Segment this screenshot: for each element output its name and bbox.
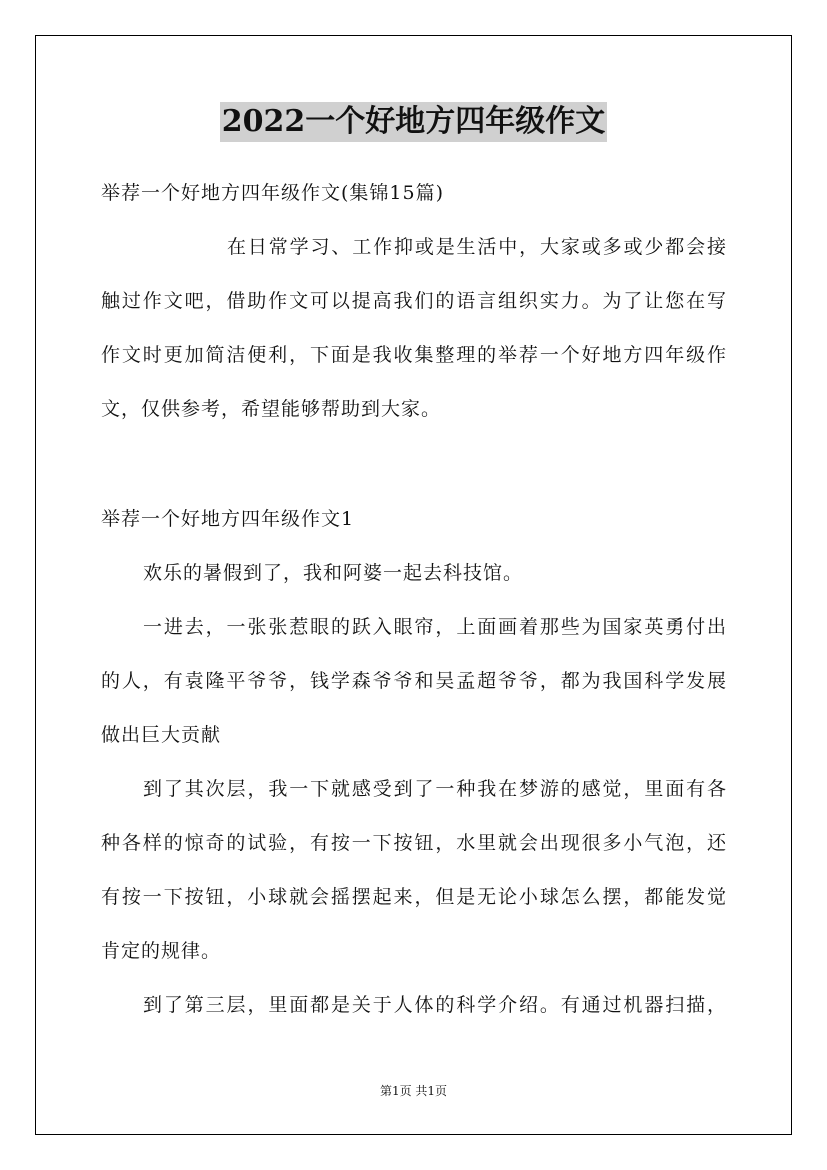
page-footer: 第1页 共1页 (379, 1084, 448, 1098)
intro-line-2: 触过作文吧，借助作文可以提高我们的语言组织实力。为了让您在写 (101, 290, 727, 312)
paragraph-3-line-3: 有按一下按钮，小球就会摇摆起来，但是无论小球怎么摆，都能发觉 (101, 886, 727, 908)
intro-line-3: 作文时更加简洁便利，下面是我收集整理的举荐一个好地方四年级作 (101, 344, 727, 366)
document-title (0, 102, 827, 142)
paragraph-1: 欢乐的暑假到了，我和阿婆一起去科技馆。 (143, 562, 524, 584)
document-subtitle: 举荐一个好地方四年级作文(集锦15篇) (101, 182, 445, 204)
intro-line-4: 文，仅供参考，希望能够帮助到大家。 (101, 398, 442, 420)
paragraph-2-line-3: 做出巨大贡献 (101, 724, 222, 746)
paragraph-3-line-2: 种各样的惊奇的试验，有按一下按钮，水里就会出现很多小气泡，还 (101, 832, 727, 854)
paragraph-3-line-4: 肯定的规律。 (101, 940, 222, 962)
document-title-text: 2022一个好地方四年级作文 (220, 102, 608, 142)
paragraph-3-line-1: 到了其次层，我一下就感受到了一种我在梦游的感觉，里面有各 (143, 778, 727, 800)
paragraph-2-line-1: 一进去，一张张惹眼的跃入眼帘，上面画着那些为国家英勇付出 (143, 616, 727, 638)
section-heading: 举荐一个好地方四年级作文1 (101, 508, 355, 530)
paragraph-2-line-2: 的人，有袁隆平爷爷，钱学森爷爷和吴孟超爷爷，都为我国科学发展 (101, 670, 727, 692)
intro-line-1: 在日常学习、工作抑或是生活中，大家或多或少都会接 (227, 236, 727, 258)
paragraph-4-line-1: 到了第三层，里面都是关于人体的科学介绍。有通过机器扫描， (143, 994, 727, 1016)
